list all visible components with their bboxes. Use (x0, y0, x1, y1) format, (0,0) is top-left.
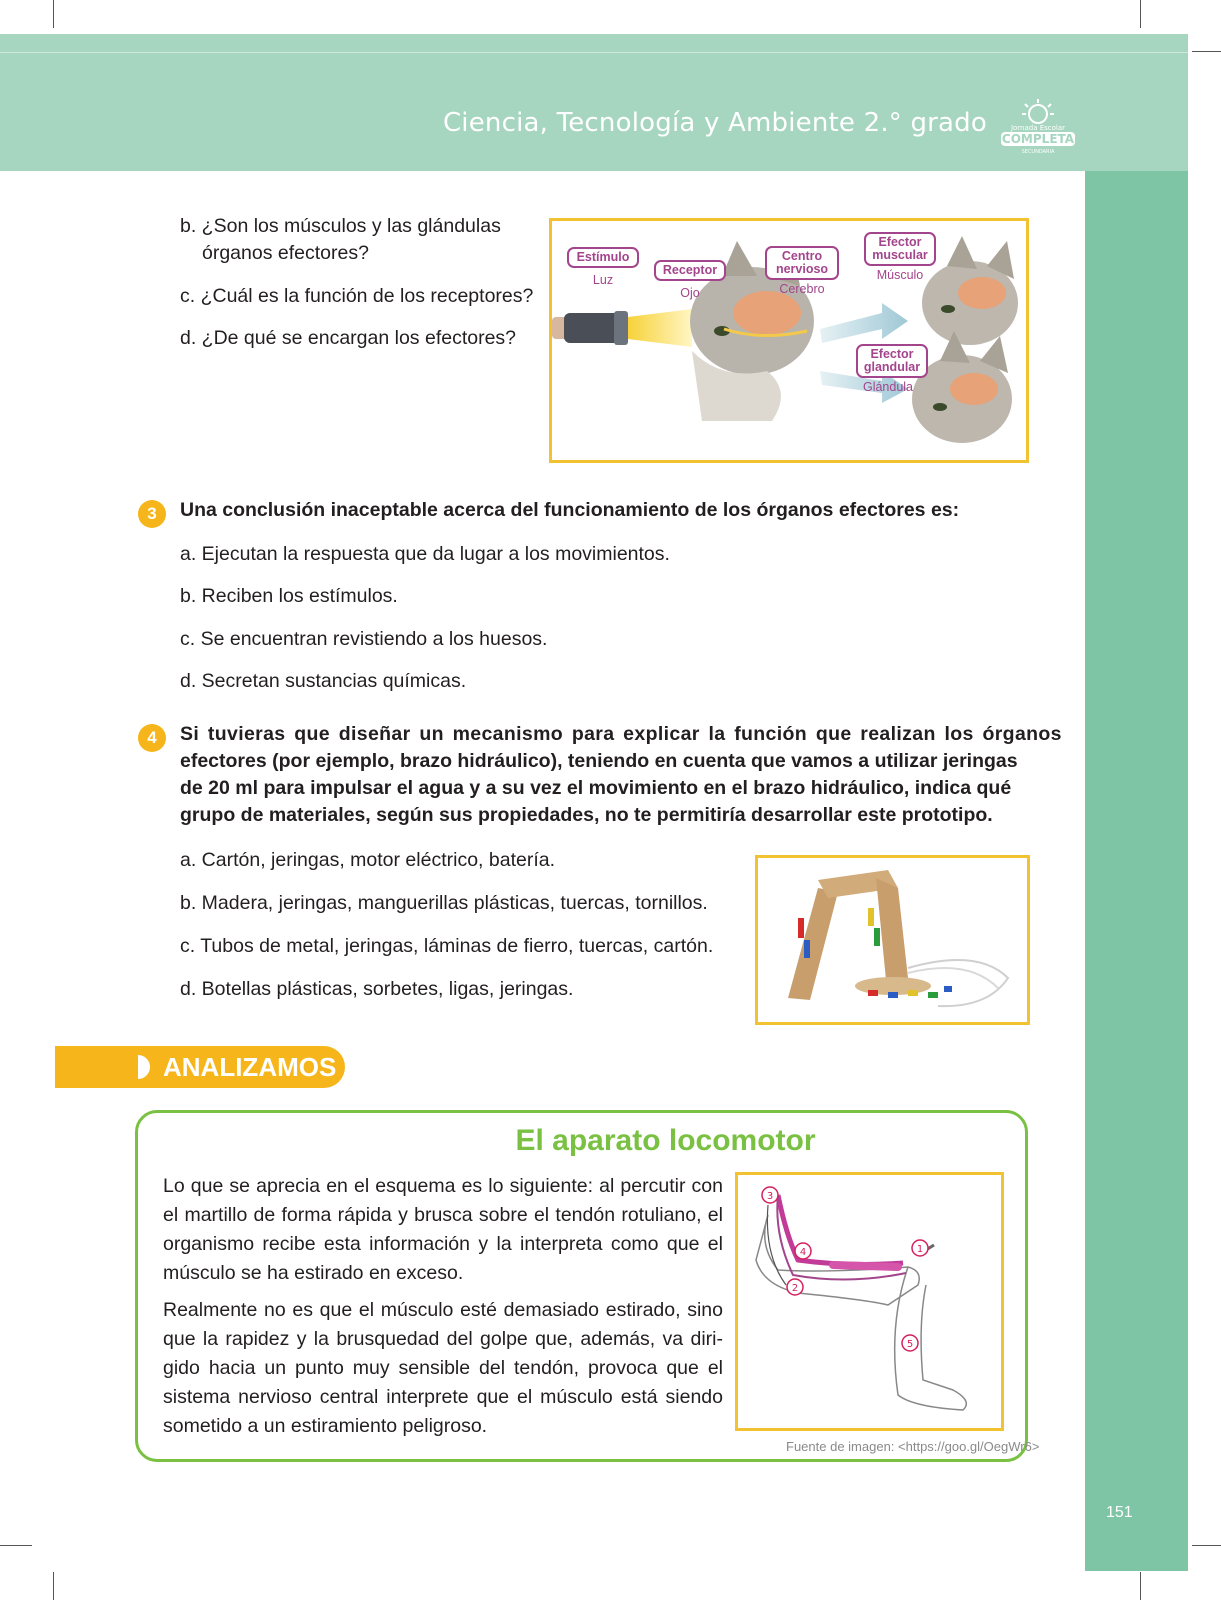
crop-mark (0, 1545, 32, 1546)
q2-option-b-line2: órganos efectores? (202, 242, 369, 264)
question-3-badge: 3 (138, 500, 166, 528)
crop-mark (1140, 0, 1141, 28)
label-centro-nervioso (765, 246, 839, 280)
stimulus-response-diagram (549, 218, 1029, 463)
section-banner-analizamos (55, 1046, 345, 1088)
question-4-prompt-line1: Si tuvieras que diseñar un mecanismo para explicar la función que realizan los órganos (180, 723, 1062, 745)
q3-option-c: c. Se encuentran revistiendo a los huesos. (180, 628, 548, 650)
label-receptor: Receptor (654, 260, 726, 281)
q2-option-d: d. ¿De qué se encargan los efectores? (180, 327, 517, 349)
q3-option-a: a. Ejecutan la respuesta que da lugar a los movimientos. (180, 543, 670, 565)
crop-mark (53, 0, 54, 28)
leg-illustration (738, 1175, 1001, 1428)
q4-option-a: a. Cartón, jeringas, motor eléctrico, batería. (180, 849, 556, 871)
p1-line4: músculo se ha estirado en exceso. (163, 1262, 464, 1284)
svg-text:Jornada Escolar: Jornada Escolar (1010, 124, 1066, 132)
marker-3: 3 (766, 1191, 774, 1202)
knee-reflex-diagram (735, 1172, 1004, 1431)
label-efector-m-line1: Efector (878, 235, 922, 249)
question-4-prompt-line2: efectores (por ejemplo, brazo hidráulico), teniendo en cuenta que vamos a utilizar jeringas (180, 750, 1018, 772)
p2-line1: Realmente no es que el músculo esté demasiado estirado, sino (163, 1299, 723, 1321)
svg-text:SECUNDARIA: SECUNDARIA (1021, 149, 1055, 155)
q4-option-b: b. Madera, jeringas, manguerillas plásticas, tuercas, tornillos. (180, 892, 708, 914)
label-efector-m-line2: muscular (872, 248, 928, 262)
label-glandula: Glándula (862, 380, 914, 394)
q3-option-d: d. Secretan sustancias químicas. (180, 670, 467, 692)
p1-line2: el martillo de forma rápida y brusca sobre el tendón rotuliano, el (163, 1204, 723, 1226)
question-4-badge: 4 (138, 724, 166, 752)
p2-line2: que la rapidez y la brusquedad del golpe que, además, va diri- (163, 1328, 723, 1350)
p2-line5: sometido a un estiramiento peligroso. (163, 1415, 488, 1437)
question-4-prompt-line3: de 20 ml para impulsar el agua y a su vez el movimiento en el brazo hidráulico, indica qué (180, 777, 1012, 799)
marker-2: 2 (791, 1283, 799, 1294)
page-title: Ciencia, Tecnología y Ambiente 2.° grado (442, 108, 987, 138)
question-3-prompt: Una conclusión inaceptable acerca del funcionamiento de los órganos efectores es: (180, 499, 960, 521)
side-band (1085, 171, 1188, 1571)
label-estimulo: Estímulo (567, 247, 639, 268)
q2-option-b-line1: b. ¿Son los músculos y las glándulas (180, 215, 501, 237)
page-number: 151 (1106, 1504, 1133, 1521)
analysis-paragraph-1 (163, 1172, 723, 1288)
label-efector-muscular (864, 232, 936, 266)
label-efector-g-line1: Efector (870, 347, 914, 361)
label-musculo: Músculo (876, 268, 924, 282)
svg-text:COMPLETA: COMPLETA (1001, 132, 1075, 146)
label-centro-line2: nervioso (775, 262, 829, 276)
p2-line3: gido hacia un punto muy sensible del tendón, provoca que el (163, 1357, 723, 1379)
q4-option-d: d. Botellas plásticas, sorbetes, ligas, jeringas. (180, 978, 574, 1000)
label-ojo: Ojo (680, 286, 700, 300)
q2-option-c: c. ¿Cuál es la función de los receptores? (180, 285, 534, 307)
label-efector-glandular (856, 344, 928, 378)
label-cerebro: Cerebro (779, 282, 825, 296)
banner-tab-shape (138, 1055, 150, 1079)
hydraulic-arm-illustration (758, 858, 1027, 1022)
q4-option-c: c. Tubos de metal, jeringas, láminas de fierro, tuercas, cartón. (180, 935, 714, 957)
crop-mark (1140, 1572, 1141, 1600)
section-label: ANALIZAMOS (163, 1052, 337, 1082)
crop-mark (1192, 1545, 1221, 1546)
label-efector-g-line2: glandular (863, 360, 921, 374)
analysis-paragraph-2 (163, 1296, 723, 1441)
marker-1: 1 (916, 1244, 924, 1255)
analysis-title: El aparato locomotor (515, 1124, 816, 1157)
question-4-prompt-line4: grupo de materiales, según sus propiedades, no te permitiría desarrollar este prototipo. (180, 804, 993, 826)
label-luz: Luz (592, 273, 614, 287)
p1-line1: Lo que se aprecia en el esquema es lo siguiente: al percutir con (163, 1175, 723, 1197)
marker-5: 5 (906, 1339, 914, 1350)
q3-option-b: b. Reciben los estímulos. (180, 585, 398, 607)
image-source: Fuente de imagen: <https://goo.gl/OegWr6> (786, 1439, 1040, 1454)
crop-mark (1192, 51, 1221, 52)
p1-line3: organismo recibe esta información y la interpreta como que el (163, 1233, 723, 1255)
label-centro-line1: Centro (781, 249, 823, 263)
p2-line4: sistema nervioso central interprete que el músculo está siendo (163, 1386, 723, 1408)
jornada-logo (998, 98, 1078, 156)
hydraulic-arm-photo (755, 855, 1030, 1025)
marker-4: 4 (799, 1247, 807, 1258)
crop-mark (53, 1572, 54, 1600)
